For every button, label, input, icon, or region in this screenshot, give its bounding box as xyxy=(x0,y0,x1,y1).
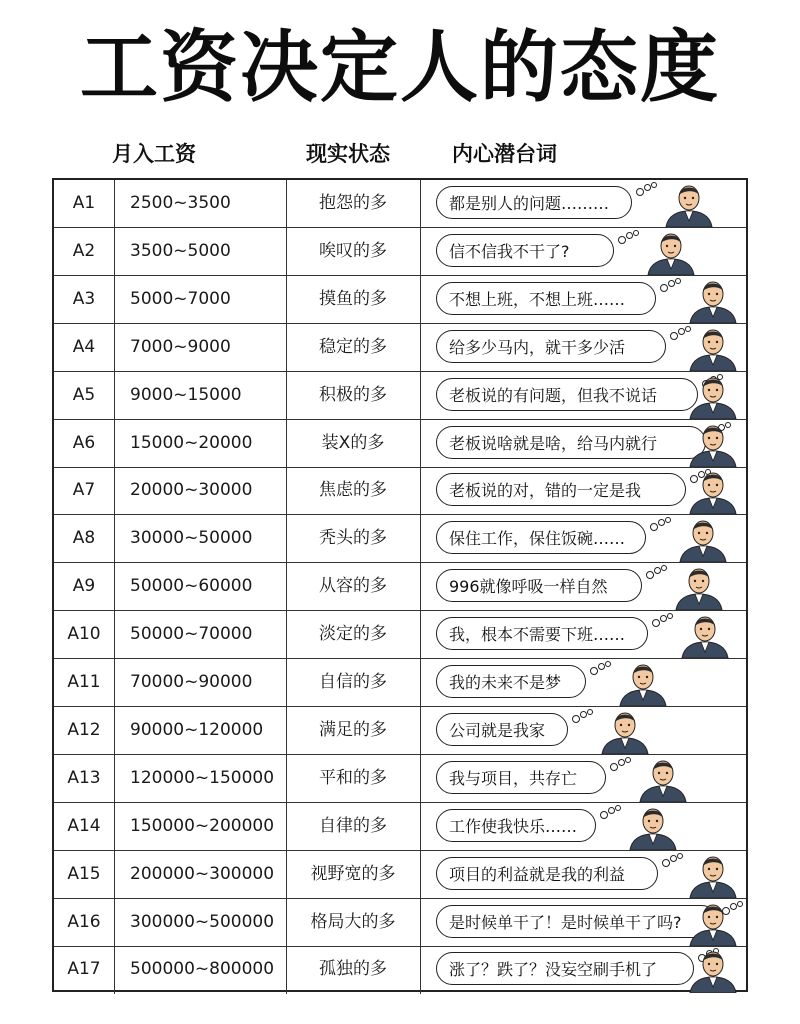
column-divider xyxy=(114,180,115,227)
row-level-id: A3 xyxy=(72,288,96,309)
row-state: 孤独的多 xyxy=(319,959,387,980)
thought-dot xyxy=(572,715,580,723)
thought-dot xyxy=(625,757,631,763)
thought-bubble: 老板说的对，错的一定是我 xyxy=(436,473,686,506)
thought-dot xyxy=(665,517,671,523)
column-divider xyxy=(420,467,421,514)
row-state: 摸鱼的多 xyxy=(319,288,387,309)
cartoon-businessman-icon xyxy=(682,947,744,993)
column-divider xyxy=(420,372,421,419)
cartoon-businessman-icon xyxy=(622,804,684,850)
thought-dot xyxy=(644,184,651,191)
cartoon-businessman-icon xyxy=(682,373,744,419)
thought-dot xyxy=(662,859,670,867)
row-state: 从容的多 xyxy=(319,576,387,597)
row-state: 装X的多 xyxy=(321,432,385,453)
row-state: 格局大的多 xyxy=(310,911,396,932)
row-salary-range: 70000~90000 xyxy=(130,672,253,692)
table-row xyxy=(54,420,746,468)
page-title: 工资决定人的态度 xyxy=(79,23,720,113)
row-level-id: A14 xyxy=(67,815,101,836)
table-row xyxy=(54,851,746,899)
row-salary-range: 7000~9000 xyxy=(130,336,231,357)
cartoon-businessman-icon xyxy=(682,325,744,371)
cartoon-businessman-icon xyxy=(640,229,702,275)
column-divider xyxy=(114,899,115,946)
column-divider xyxy=(114,324,115,371)
column-divider xyxy=(114,659,115,706)
thought-bubble: 是时候单干了！是时候单干了吗? xyxy=(436,905,718,938)
row-level-id: A6 xyxy=(72,432,96,453)
table-row xyxy=(54,707,746,755)
row-salary-range: 30000~50000 xyxy=(130,528,253,549)
thought-dot xyxy=(633,230,639,236)
table-row xyxy=(54,946,746,994)
thought-bubble: 我与项目，共存亡 xyxy=(436,761,606,794)
row-salary-range: 120000~150000 xyxy=(130,767,275,788)
column-divider xyxy=(420,659,421,706)
thought-dot xyxy=(668,280,675,287)
row-state: 积极的多 xyxy=(319,384,387,405)
thought-bubble: 996就像呼吸一样自然 xyxy=(436,569,642,602)
row-state: 稳定的多 xyxy=(319,336,387,357)
thought-dot xyxy=(670,332,678,340)
table-row xyxy=(54,228,746,276)
table-row xyxy=(54,755,746,803)
table-row xyxy=(54,563,746,611)
table-row xyxy=(54,467,746,515)
thought-dot xyxy=(598,663,605,670)
table-row xyxy=(54,324,746,372)
column-divider xyxy=(114,707,115,754)
thought-bubble: 都是别人的问题……… xyxy=(436,186,632,219)
row-level-id: A10 xyxy=(67,624,101,645)
row-level-id: A2 xyxy=(72,240,96,261)
cartoon-businessman-icon xyxy=(668,564,730,610)
row-salary-range: 2500~3500 xyxy=(130,193,231,213)
row-state: 视野宽的多 xyxy=(310,863,396,884)
thought-dot xyxy=(615,805,621,811)
thought-dot xyxy=(652,619,660,627)
row-state: 自信的多 xyxy=(319,672,387,692)
row-state: 抱怨的多 xyxy=(319,193,387,213)
thought-bubble: 老板说啥就是啥，给马内就行 xyxy=(436,426,706,459)
row-level-id: A13 xyxy=(67,767,101,788)
thought-bubble: 信不信我不干了? xyxy=(436,234,614,267)
header-thought: 内心潜台词 xyxy=(452,142,557,166)
thought-dot xyxy=(660,284,668,292)
thought-bubble: 我，根本不需要下班…… xyxy=(436,617,648,650)
row-salary-range: 50000~60000 xyxy=(130,576,253,597)
cartoon-businessman-icon xyxy=(674,612,736,658)
row-salary-range: 50000~70000 xyxy=(130,624,253,645)
row-state: 平和的多 xyxy=(319,767,387,788)
thought-bubble: 给多少马内，就干多少活 xyxy=(436,330,666,363)
cartoon-businessman-icon xyxy=(682,852,744,898)
table-row xyxy=(54,659,746,707)
cartoon-businessman-icon xyxy=(632,756,694,802)
row-salary-range: 9000~15000 xyxy=(130,384,242,405)
row-level-id: A11 xyxy=(67,672,101,692)
row-level-id: A7 xyxy=(72,480,96,501)
column-divider xyxy=(420,563,421,610)
row-level-id: A12 xyxy=(67,719,101,740)
header-salary: 月入工资 xyxy=(112,142,196,166)
column-divider xyxy=(114,851,115,898)
thought-dot xyxy=(587,709,593,715)
thought-dot xyxy=(675,278,681,284)
row-level-id: A15 xyxy=(67,863,101,884)
table-row xyxy=(54,372,746,420)
column-divider xyxy=(420,228,421,275)
thought-bubble: 公司就是我家 xyxy=(436,713,568,746)
thought-bubble: 项目的利益就是我的利益 xyxy=(436,857,658,890)
row-salary-range: 200000~300000 xyxy=(130,863,275,884)
table-row xyxy=(54,611,746,659)
cartoon-businessman-icon xyxy=(682,277,744,323)
thought-dot xyxy=(651,182,657,188)
row-state: 焦虑的多 xyxy=(319,480,387,501)
thought-dot xyxy=(654,567,661,574)
cartoon-businessman-icon xyxy=(612,660,674,706)
column-divider xyxy=(114,803,115,850)
cartoon-businessman-icon xyxy=(658,181,720,227)
thought-bubble: 涨了？跌了？没妄空刷手机了 xyxy=(436,952,694,985)
column-divider xyxy=(420,420,421,467)
thought-dot xyxy=(600,811,608,819)
thought-dot xyxy=(636,188,644,196)
column-divider xyxy=(420,324,421,371)
column-divider xyxy=(114,467,115,514)
thought-dot xyxy=(650,523,658,531)
row-level-id: A9 xyxy=(72,576,96,597)
row-state: 唉叹的多 xyxy=(319,240,387,261)
column-divider xyxy=(420,180,421,227)
column-divider xyxy=(420,515,421,562)
column-divider xyxy=(420,276,421,323)
row-state: 自律的多 xyxy=(319,815,387,836)
thought-bubble: 工作使我快乐…… xyxy=(436,809,596,842)
thought-dot xyxy=(580,711,587,718)
column-divider xyxy=(420,851,421,898)
row-salary-range: 3500~5000 xyxy=(130,240,231,261)
column-divider xyxy=(114,611,115,658)
row-state: 淡定的多 xyxy=(319,624,387,645)
cartoon-businessman-icon xyxy=(682,900,744,946)
column-divider xyxy=(420,611,421,658)
thought-dot xyxy=(661,565,667,571)
table-row xyxy=(54,803,746,851)
thought-bubble: 老板说的有问题，但我不说话 xyxy=(436,378,698,411)
row-salary-range: 5000~7000 xyxy=(130,288,231,309)
column-divider xyxy=(114,563,115,610)
thought-dot xyxy=(605,661,611,667)
thought-bubble: 我的未来不是梦 xyxy=(436,665,586,698)
table-row xyxy=(54,515,746,563)
table-row xyxy=(54,276,746,324)
column-divider xyxy=(114,946,115,994)
row-level-id: A17 xyxy=(67,959,101,980)
thought-dot xyxy=(618,236,626,244)
column-divider xyxy=(114,420,115,467)
cartoon-businessman-icon xyxy=(682,421,744,467)
thought-dot xyxy=(610,763,618,771)
thought-bubble: 保住工作，保住饭碗…… xyxy=(436,521,646,554)
table-row xyxy=(54,180,746,228)
column-divider xyxy=(420,707,421,754)
row-state: 秃头的多 xyxy=(319,528,387,549)
thought-dot xyxy=(646,571,654,579)
thought-dot xyxy=(667,613,673,619)
column-divider xyxy=(114,228,115,275)
row-salary-range: 500000~800000 xyxy=(130,959,275,980)
thought-dot xyxy=(590,667,598,675)
column-divider xyxy=(420,755,421,802)
column-divider xyxy=(114,372,115,419)
column-divider xyxy=(114,515,115,562)
row-salary-range: 150000~200000 xyxy=(130,815,275,836)
column-divider xyxy=(420,803,421,850)
thought-dot xyxy=(660,615,667,622)
column-headers xyxy=(0,138,800,168)
cartoon-businessman-icon xyxy=(594,708,656,754)
row-salary-range: 20000~30000 xyxy=(130,480,253,501)
row-level-id: A16 xyxy=(67,911,101,932)
column-divider xyxy=(420,946,421,994)
row-level-id: A8 xyxy=(72,528,96,549)
table-row xyxy=(54,899,746,947)
column-divider xyxy=(420,899,421,946)
header-state: 现实状态 xyxy=(306,142,390,166)
salary-attitude-table xyxy=(52,178,748,992)
thought-dot xyxy=(658,519,665,526)
thought-dot xyxy=(670,855,677,862)
row-level-id: A1 xyxy=(72,193,96,213)
thought-dot xyxy=(608,807,615,814)
row-salary-range: 300000~500000 xyxy=(130,911,275,932)
row-state: 满足的多 xyxy=(319,719,387,740)
column-divider xyxy=(114,276,115,323)
row-salary-range: 90000~120000 xyxy=(130,719,264,740)
thought-dot xyxy=(618,759,625,766)
cartoon-businessman-icon xyxy=(682,468,744,514)
thought-bubble: 不想上班，不想上班…… xyxy=(436,282,656,315)
row-level-id: A5 xyxy=(72,384,96,405)
column-divider xyxy=(114,755,115,802)
thought-dot xyxy=(626,232,633,239)
row-level-id: A4 xyxy=(72,336,96,357)
cartoon-businessman-icon xyxy=(672,516,734,562)
row-salary-range: 15000~20000 xyxy=(130,432,253,453)
